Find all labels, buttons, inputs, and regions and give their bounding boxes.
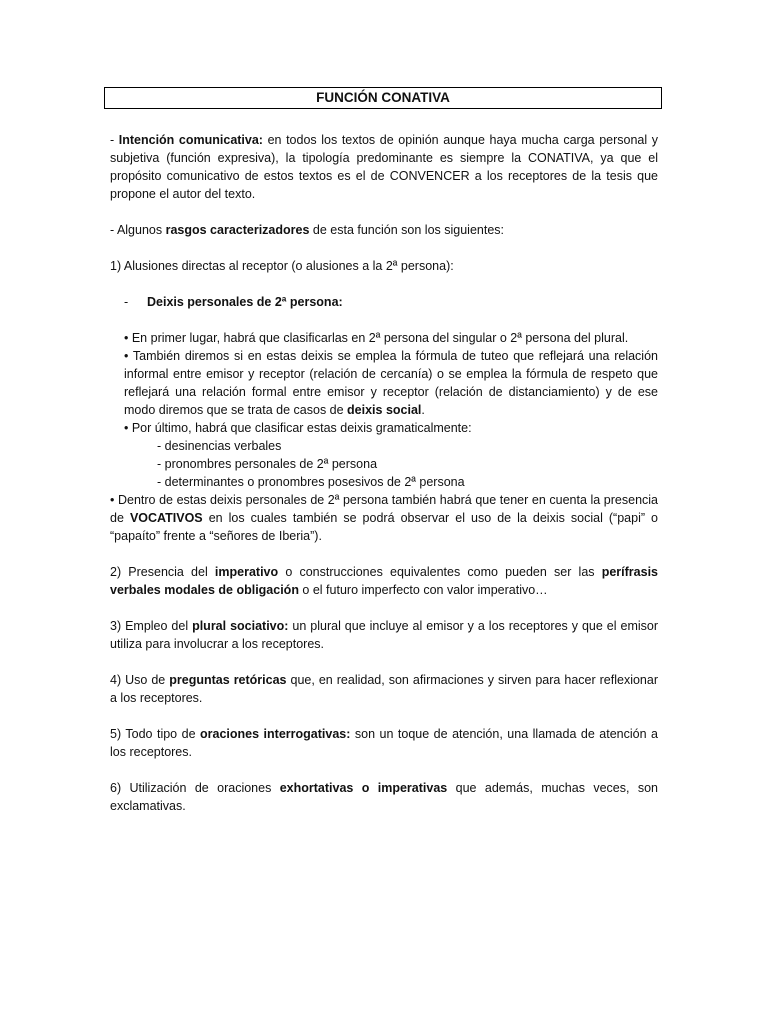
deixis-subheading: Deixis personales de 2ª persona: bbox=[147, 295, 343, 309]
bullet-item-4-text: • Dentro de estas deixis personales de 2ª persona también habrá que tener en cuenta la presencia de bbox=[110, 493, 658, 525]
item3-pre: 3) Empleo del bbox=[110, 619, 193, 633]
sub-list-item: - desinencias verbales bbox=[157, 439, 282, 453]
item4-end: que, en realidad, son afirmaciones y sirven para hacer reflexionar a los receptores. bbox=[110, 673, 658, 705]
item2-pre: 2) Presencia del bbox=[110, 565, 215, 579]
item3-bold: plural sociativo: bbox=[192, 619, 289, 633]
deixis-dash: - bbox=[124, 295, 129, 309]
item2-bold2: perífrasis verbales modales de obligación bbox=[110, 565, 658, 597]
bullet-item-1: • En primer lugar, habrá que clasificarlas en 2ª persona del singular o 2ª persona del plural. bbox=[124, 331, 629, 345]
item5-paragraph bbox=[110, 725, 658, 761]
item5-bold: oraciones interrogativas: bbox=[200, 727, 351, 741]
sub-list-item: - determinantes o pronombres posesivos de 2ª persona bbox=[157, 475, 465, 489]
bullet-item-3: • Por último, habrá que clasificar estas deixis gramaticalmente: bbox=[124, 421, 472, 435]
rasgos-suffix: de esta función son los siguientes: bbox=[309, 223, 505, 237]
bullet-item-2 bbox=[110, 347, 658, 419]
item1-heading: 1) Alusiones directas al receptor (o alusiones a la 2ª persona): bbox=[110, 259, 454, 273]
bullet-item-2-bold: deixis social bbox=[347, 403, 422, 417]
intencion-text: en todos los textos de opinión aunque haya mucha carga personal y subjetiva (función expresiva), la tipología predominante es siempre la CONATIVA, ya que el propósito comunicativo de estos textos es el de CONVENCER a los receptores de la tesis que propone el autor del texto. bbox=[110, 133, 658, 201]
page-title: FUNCIÓN CONATIVA bbox=[104, 87, 662, 109]
item6-paragraph bbox=[110, 779, 658, 815]
sub-list-item: - pronombres personales de 2ª persona bbox=[157, 457, 378, 471]
item4-paragraph bbox=[110, 671, 658, 707]
deixis-subheading-line bbox=[110, 293, 658, 311]
bullet-item-2-end: . bbox=[421, 403, 425, 417]
document-body bbox=[110, 131, 658, 815]
item4-pre: 4) Uso de bbox=[110, 673, 170, 687]
intencion-prefix: - bbox=[110, 133, 119, 147]
rasgos-paragraph bbox=[110, 221, 658, 239]
intencion-label: Intención comunicativa: bbox=[118, 133, 263, 147]
bullet-list bbox=[110, 329, 658, 545]
item6-pre: 6) Utilización de oraciones bbox=[110, 781, 280, 795]
item2-bold1: imperativo bbox=[214, 565, 279, 579]
item3-end: un plural que incluye al emisor y a los receptores y que el emisor utiliza para involucrar a los receptores. bbox=[110, 619, 658, 651]
item2-paragraph bbox=[110, 563, 658, 599]
bullet-item-2-text: • También diremos si en estas deixis se emplea la fórmula de tuteo que reflejará una relación informal entre emisor y receptor (relación de cercanía) o se emplea la fórmula de respeto que reflejará una relación formal entre emisor y receptor (relación de distanciamiento) y de ese modo diremos que se trata de casos de bbox=[124, 349, 658, 417]
item2-end: o el futuro imperfecto con valor imperativo… bbox=[298, 583, 548, 597]
item6-end: que además, muchas veces, son exclamativas. bbox=[110, 781, 659, 813]
item5-pre: 5) Todo tipo de bbox=[110, 727, 201, 741]
rasgos-label: rasgos caracterizadores bbox=[165, 223, 310, 237]
item3-paragraph bbox=[110, 617, 658, 653]
bullet-item-4-bold: VOCATIVOS bbox=[129, 511, 203, 525]
item2-mid: o construcciones equivalentes como pueden ser las bbox=[278, 565, 602, 579]
rasgos-prefix: - Algunos bbox=[110, 223, 166, 237]
intencion-paragraph bbox=[110, 131, 658, 203]
item5-end: son un toque de atención, una llamada de atención a los receptores. bbox=[110, 727, 658, 759]
bullet-item-4 bbox=[110, 491, 658, 545]
item4-bold: preguntas retóricas bbox=[169, 673, 287, 687]
bullet-item-4-end: en los cuales también se podrá observar el uso de la deixis social (“papi” o “papaíto” frente a “señores de Iberia”). bbox=[110, 511, 658, 543]
item6-bold: exhortativas o imperativas bbox=[279, 781, 448, 795]
